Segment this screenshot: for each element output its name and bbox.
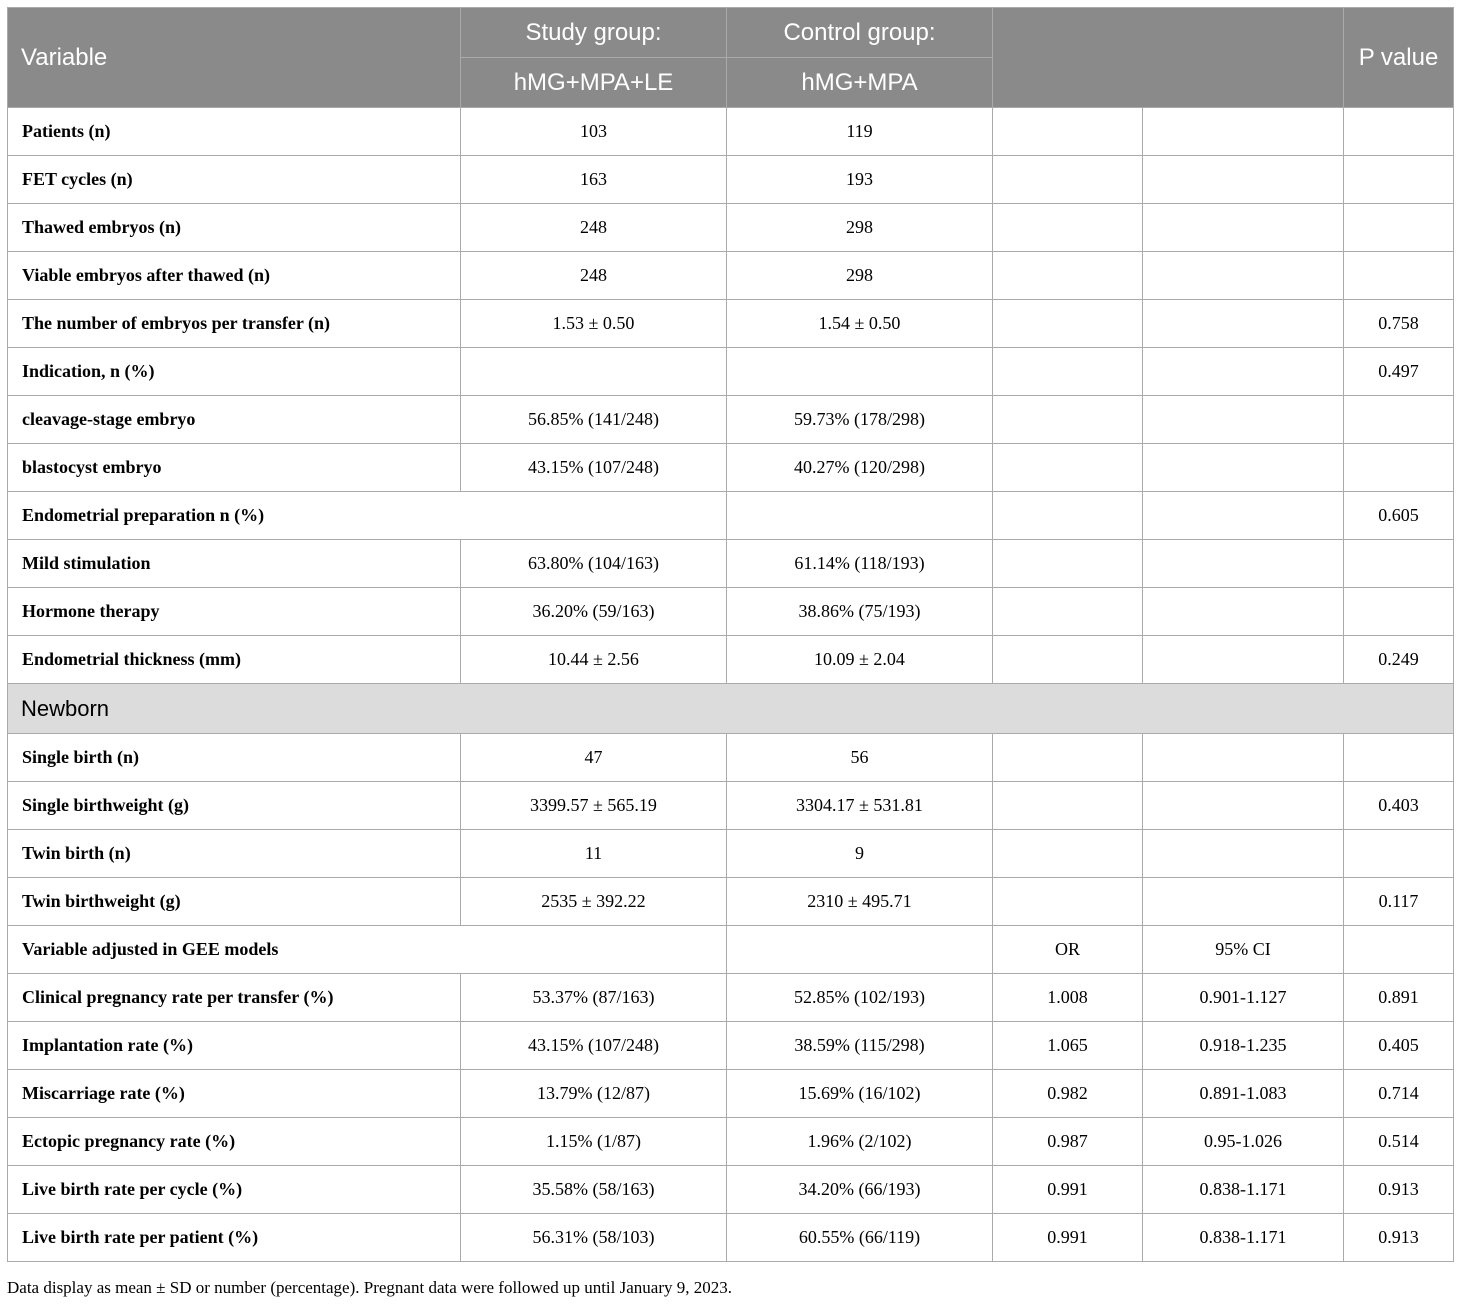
cell-ci: 0.918-1.235 — [1143, 1022, 1344, 1070]
cell-or: 0.982 — [993, 1070, 1143, 1118]
row-label: Hormone therapy — [8, 588, 461, 636]
cell-control: 34.20% (66/193) — [727, 1166, 993, 1214]
cell-study: 1.15% (1/87) — [461, 1118, 727, 1166]
table-row — [8, 1214, 1454, 1262]
cell-p — [1344, 540, 1454, 588]
cell-control: 40.27% (120/298) — [727, 444, 993, 492]
cell-p: 0.249 — [1344, 636, 1454, 684]
header-control-line1: Control group: — [727, 8, 993, 58]
cell-study: 36.20% (59/163) — [461, 588, 727, 636]
cell-p — [1344, 156, 1454, 204]
cell-control: 298 — [727, 252, 993, 300]
cell-p — [1344, 444, 1454, 492]
table-row — [8, 974, 1454, 1022]
header-variable: Variable — [8, 8, 461, 108]
cell-study: 163 — [461, 156, 727, 204]
table-row — [8, 588, 1454, 636]
cell-p — [1344, 108, 1454, 156]
section-row-newborn — [8, 684, 1454, 734]
cell-control: 298 — [727, 204, 993, 252]
cell-or — [993, 540, 1143, 588]
cell-control: 60.55% (66/119) — [727, 1214, 993, 1262]
row-label: FET cycles (n) — [8, 156, 461, 204]
cell-ci: 0.838-1.171 — [1143, 1214, 1344, 1262]
cell-study: 248 — [461, 252, 727, 300]
cell-control: 52.85% (102/193) — [727, 974, 993, 1022]
table-footnote: Data display as mean ± SD or number (percentage). Pregnant data were followed up until January 9, 2023. — [7, 1278, 732, 1297]
table-row — [8, 252, 1454, 300]
cell-p: 0.405 — [1344, 1022, 1454, 1070]
section-label: Newborn — [8, 684, 1454, 734]
cell-ci — [1143, 588, 1344, 636]
cell-ci — [1143, 878, 1344, 926]
cell-control — [727, 492, 993, 540]
cell-p: 0.605 — [1344, 492, 1454, 540]
cell-study: 1.53 ± 0.50 — [461, 300, 727, 348]
cell-control: 15.69% (16/102) — [727, 1070, 993, 1118]
table-row — [8, 540, 1454, 588]
table-row — [8, 734, 1454, 782]
cell-study: 13.79% (12/87) — [461, 1070, 727, 1118]
cell-study: 53.37% (87/163) — [461, 974, 727, 1022]
cell-ci: 0.901-1.127 — [1143, 974, 1344, 1022]
table-row — [8, 1022, 1454, 1070]
cell-study: 248 — [461, 204, 727, 252]
cell-study: 2535 ± 392.22 — [461, 878, 727, 926]
row-label: cleavage-stage embryo — [8, 396, 461, 444]
cell-control: 119 — [727, 108, 993, 156]
cell-or — [993, 108, 1143, 156]
cell-ci — [1143, 252, 1344, 300]
cell-control: 56 — [727, 734, 993, 782]
row-label: Twin birth (n) — [8, 830, 461, 878]
cell-p — [1344, 734, 1454, 782]
row-label: Indication, n (%) — [8, 348, 461, 396]
table-row — [8, 878, 1454, 926]
row-label: Implantation rate (%) — [8, 1022, 461, 1070]
cell-or — [993, 734, 1143, 782]
cell-or — [993, 636, 1143, 684]
table-row — [8, 1166, 1454, 1214]
cell-p — [1344, 588, 1454, 636]
cell-or — [993, 204, 1143, 252]
cell-p: 0.714 — [1344, 1070, 1454, 1118]
cell-control: 1.96% (2/102) — [727, 1118, 993, 1166]
cell-or — [993, 782, 1143, 830]
table-row — [8, 156, 1454, 204]
cell-study: 56.85% (141/248) — [461, 396, 727, 444]
table-row — [8, 444, 1454, 492]
cell-ci: 0.891-1.083 — [1143, 1070, 1344, 1118]
cell-p: 0.497 — [1344, 348, 1454, 396]
cell-p — [1344, 830, 1454, 878]
cell-control: 2310 ± 495.71 — [727, 878, 993, 926]
row-label: Miscarriage rate (%) — [8, 1070, 461, 1118]
table-row — [8, 830, 1454, 878]
cell-ci — [1143, 300, 1344, 348]
cell-p: 0.117 — [1344, 878, 1454, 926]
row-label: Single birth (n) — [8, 734, 461, 782]
cell-or — [993, 444, 1143, 492]
header-study-line1: Study group: — [461, 8, 727, 58]
cell-ci — [1143, 348, 1344, 396]
row-label: Viable embryos after thawed (n) — [8, 252, 461, 300]
cell-control — [727, 348, 993, 396]
cell-control: 193 — [727, 156, 993, 204]
cell-or: 0.987 — [993, 1118, 1143, 1166]
cell-or: 1.065 — [993, 1022, 1143, 1070]
cell-study: 3399.57 ± 565.19 — [461, 782, 727, 830]
cell-p: 0.403 — [1344, 782, 1454, 830]
header-pvalue: P value — [1344, 8, 1454, 108]
table-row — [8, 1070, 1454, 1118]
row-label: Patients (n) — [8, 108, 461, 156]
cell-study: 43.15% (107/248) — [461, 1022, 727, 1070]
row-label: Ectopic pregnancy rate (%) — [8, 1118, 461, 1166]
cell-control: 38.59% (115/298) — [727, 1022, 993, 1070]
table-body-top — [8, 108, 1454, 1262]
cell-study: 11 — [461, 830, 727, 878]
cell-control: 3304.17 ± 531.81 — [727, 782, 993, 830]
row-label: Thawed embryos (n) — [8, 204, 461, 252]
cell-or — [993, 396, 1143, 444]
cell-study: 103 — [461, 108, 727, 156]
cell-study: 63.80% (104/163) — [461, 540, 727, 588]
row-label: Twin birthweight (g) — [8, 878, 461, 926]
table-row — [8, 636, 1454, 684]
cell-ci: 0.95-1.026 — [1143, 1118, 1344, 1166]
table-row — [8, 300, 1454, 348]
cell-control — [727, 926, 993, 974]
cell-ci — [1143, 396, 1344, 444]
row-label: blastocyst embryo — [8, 444, 461, 492]
cell-p — [1344, 926, 1454, 974]
cell-ci — [1143, 782, 1344, 830]
cell-ci — [1143, 444, 1344, 492]
cell-control: 61.14% (118/193) — [727, 540, 993, 588]
cell-or: 0.991 — [993, 1166, 1143, 1214]
header-study-line2: hMG+MPA+LE — [461, 58, 727, 108]
row-label: The number of embryos per transfer (n) — [8, 300, 461, 348]
cell-study: 56.31% (58/103) — [461, 1214, 727, 1262]
header-control-line2: hMG+MPA — [727, 58, 993, 108]
row-label: Single birthweight (g) — [8, 782, 461, 830]
cell-study: 10.44 ± 2.56 — [461, 636, 727, 684]
cell-study — [461, 348, 727, 396]
cell-ci-header: 95% CI — [1143, 926, 1344, 974]
cell-or — [993, 878, 1143, 926]
cell-ci — [1143, 734, 1344, 782]
cell-or — [993, 252, 1143, 300]
row-label: Endometrial thickness (mm) — [8, 636, 461, 684]
table-row — [8, 1118, 1454, 1166]
cell-control: 38.86% (75/193) — [727, 588, 993, 636]
row-label: Variable adjusted in GEE models — [8, 926, 727, 974]
cell-control: 59.73% (178/298) — [727, 396, 993, 444]
cell-study: 35.58% (58/163) — [461, 1166, 727, 1214]
table-row — [8, 204, 1454, 252]
cell-p: 0.514 — [1344, 1118, 1454, 1166]
cell-or: 0.991 — [993, 1214, 1143, 1262]
cell-ci — [1143, 204, 1344, 252]
cell-or — [993, 300, 1143, 348]
table-row — [8, 348, 1454, 396]
cell-p: 0.913 — [1344, 1166, 1454, 1214]
row-label: Mild stimulation — [8, 540, 461, 588]
table-row — [8, 108, 1454, 156]
cell-p: 0.913 — [1344, 1214, 1454, 1262]
table-row — [8, 396, 1454, 444]
cell-ci: 0.838-1.171 — [1143, 1166, 1344, 1214]
cell-ci — [1143, 540, 1344, 588]
row-label: Live birth rate per patient (%) — [8, 1214, 461, 1262]
cell-or-header: OR — [993, 926, 1143, 974]
table-row — [8, 782, 1454, 830]
cell-p — [1344, 204, 1454, 252]
cell-p: 0.758 — [1344, 300, 1454, 348]
gee-header-row — [8, 926, 1454, 974]
header-blank — [993, 8, 1344, 108]
cell-or: 1.008 — [993, 974, 1143, 1022]
cell-ci — [1143, 636, 1344, 684]
cell-ci — [1143, 830, 1344, 878]
cell-or — [993, 588, 1143, 636]
cell-or — [993, 492, 1143, 540]
row-label: Clinical pregnancy rate per transfer (%) — [8, 974, 461, 1022]
cell-or — [993, 348, 1143, 396]
cell-ci — [1143, 108, 1344, 156]
cell-ci — [1143, 492, 1344, 540]
table-row — [8, 492, 1454, 540]
cell-control: 1.54 ± 0.50 — [727, 300, 993, 348]
results-table — [7, 7, 1454, 1262]
cell-p — [1344, 396, 1454, 444]
cell-p: 0.891 — [1344, 974, 1454, 1022]
cell-ci — [1143, 156, 1344, 204]
cell-or — [993, 830, 1143, 878]
cell-p — [1344, 252, 1454, 300]
row-label: Endometrial preparation n (%) — [8, 492, 727, 540]
row-label: Live birth rate per cycle (%) — [8, 1166, 461, 1214]
cell-study: 43.15% (107/248) — [461, 444, 727, 492]
cell-control: 10.09 ± 2.04 — [727, 636, 993, 684]
cell-study: 47 — [461, 734, 727, 782]
cell-or — [993, 156, 1143, 204]
cell-control: 9 — [727, 830, 993, 878]
